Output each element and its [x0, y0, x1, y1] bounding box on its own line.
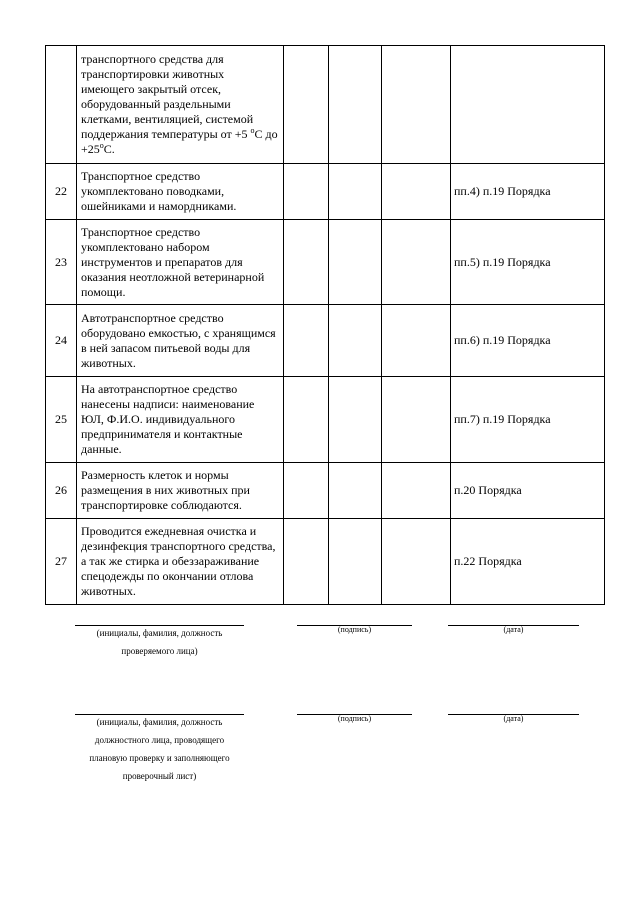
answer-yes-cell[interactable] [284, 46, 329, 164]
requirement-text: Проводится ежедневная очистка и дезинфекция транспортного средства, а так же стирка и обеззараживание спецодежды по окончании отлова животных. [77, 519, 284, 605]
name-caption: (инициалы, фамилия, должность должностного лица, проводящего плановую проверку и заполняющего проверочный лист) [89, 717, 230, 781]
requirement-text: транспортного средства для транспортировки животных имеющего закрытый отсек, оборудованный раздельными клетками, вентиляцией, системой поддержания температуры от +5 $^o$С до $+25^oС$. [77, 46, 284, 164]
answer-yes-cell[interactable] [284, 377, 329, 463]
row-number: 26 [46, 463, 77, 519]
answer-no-cell[interactable] [329, 463, 382, 519]
row-number: 22 [46, 164, 77, 220]
answer-na-cell[interactable] [382, 463, 451, 519]
signature-caption: (подпись) [337, 625, 372, 634]
requirement-text: Транспортное средство укомплектовано набором инструментов и препаратов для оказания неотложной ветеринарной помощи. [77, 220, 284, 305]
name-caption: (инициалы, фамилия, должность проверяемого лица) [96, 628, 223, 656]
answer-na-cell[interactable] [382, 164, 451, 220]
legal-reference: пп.4) п.19 Порядка [451, 164, 605, 220]
legal-reference: пп.7) п.19 Порядка [451, 377, 605, 463]
answer-na-cell[interactable] [382, 377, 451, 463]
table-row [46, 164, 605, 220]
answer-yes-cell[interactable] [284, 220, 329, 305]
table-row [46, 220, 605, 305]
table-row [46, 46, 605, 164]
requirement-text: На автотранспортное средство нанесены надписи: наименование ЮЛ, Ф.И.О. индивидуального предпринимателя и контактные данные. [77, 377, 284, 463]
row-number: 25 [46, 377, 77, 463]
date-caption: (дата) [503, 625, 524, 634]
answer-no-cell[interactable] [329, 519, 382, 605]
answer-no-cell[interactable] [329, 46, 382, 164]
legal-reference: пп.6) п.19 Порядка [451, 305, 605, 377]
answer-no-cell[interactable] [329, 220, 382, 305]
answer-no-cell[interactable] [329, 164, 382, 220]
legal-reference [451, 46, 605, 164]
answer-na-cell[interactable] [382, 46, 451, 164]
date-caption: (дата) [503, 714, 524, 723]
table-row [46, 519, 605, 605]
requirement-text: Размерность клеток и нормы размещения в них животных при транспортировке соблюдаются. [77, 463, 284, 519]
requirement-text: Автотранспортное средство оборудовано емкостью, с хранящимся в ней запасом питьевой воды для животных. [77, 305, 284, 377]
legal-reference: п.20 Порядка [451, 463, 605, 519]
answer-na-cell[interactable] [382, 519, 451, 605]
answer-no-cell[interactable] [329, 377, 382, 463]
checklist-table [45, 45, 605, 605]
table-row [46, 463, 605, 519]
answer-yes-cell[interactable] [284, 305, 329, 377]
requirement-text: Транспортное средство укомплектовано поводками, ошейниками и намордниками. [77, 164, 284, 220]
row-number: 23 [46, 220, 77, 305]
row-number [46, 46, 77, 164]
answer-na-cell[interactable] [382, 305, 451, 377]
row-number: 24 [46, 305, 77, 377]
table-row [46, 305, 605, 377]
legal-reference: п.22 Порядка [451, 519, 605, 605]
legal-reference: пп.5) п.19 Порядка [451, 220, 605, 305]
answer-yes-cell[interactable] [284, 164, 329, 220]
table-row [46, 377, 605, 463]
answer-yes-cell[interactable] [284, 463, 329, 519]
answer-yes-cell[interactable] [284, 519, 329, 605]
row-number: 27 [46, 519, 77, 605]
answer-na-cell[interactable] [382, 220, 451, 305]
signature-caption: (подпись) [337, 714, 372, 723]
answer-no-cell[interactable] [329, 305, 382, 377]
